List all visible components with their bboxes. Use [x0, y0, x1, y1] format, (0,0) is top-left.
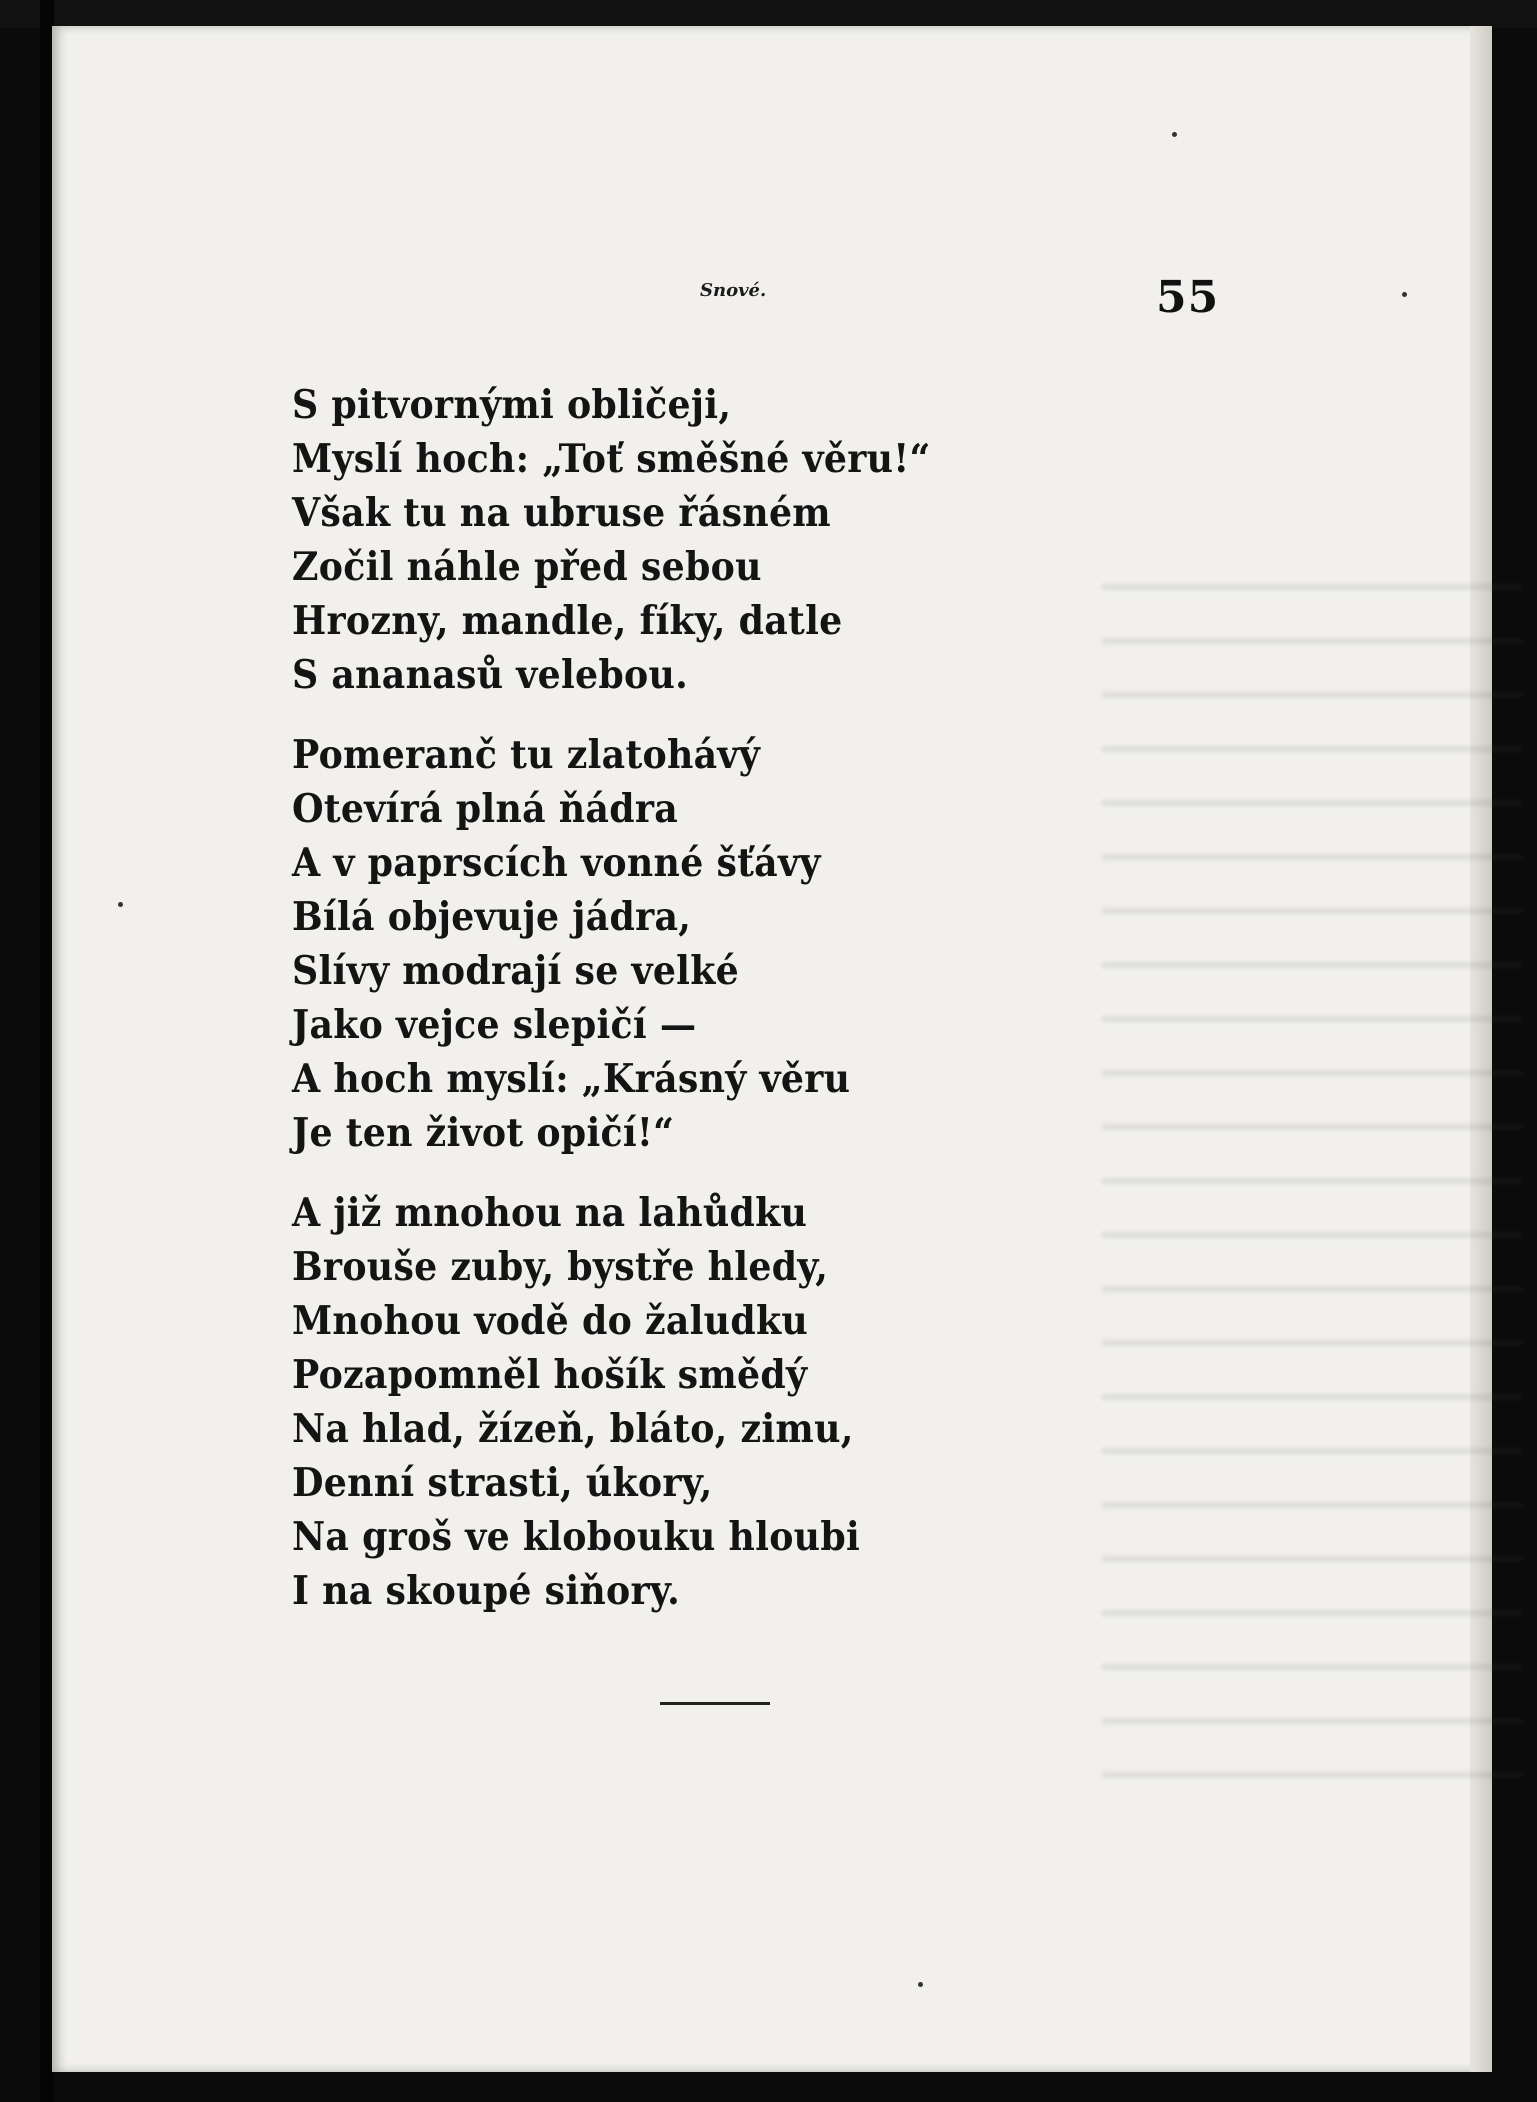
- verse-line: Pomeranč tu zlatohávý: [292, 732, 761, 778]
- verse-line: S pitvornými obličeji,: [292, 382, 732, 428]
- verse-line: Mnohou vodě do žaludku: [292, 1298, 809, 1344]
- verse-line: Denní strasti, úkory,: [292, 1460, 713, 1506]
- verse-line: Je ten život opičí!“: [292, 1110, 675, 1156]
- verse-line: A hoch myslí: „Krásný věru: [292, 1056, 851, 1102]
- verse-line: A v paprscích vonné šťávy: [292, 840, 821, 886]
- verse-line: Otevírá plná ňádra: [292, 786, 679, 832]
- verse-line: Však tu na ubruse řásném: [292, 490, 831, 536]
- verse-line: Myslí hoch: „Toť směšné věru!“: [292, 436, 931, 482]
- verse-line: Zočil náhle před sebou: [292, 544, 762, 590]
- page-number: 55: [1156, 272, 1220, 323]
- running-head: Snové.: [700, 280, 767, 301]
- stanza-1: [292, 378, 1192, 702]
- verse-line: Bílá objevuje jádra,: [292, 894, 692, 940]
- stanza-3: [292, 1186, 1192, 1618]
- stanza-2: [292, 728, 1192, 1160]
- verse-line: Brouše zuby, bystře hledy,: [292, 1244, 829, 1290]
- verse-line: S ananasů velebou.: [292, 652, 689, 698]
- verse-line: Na groš ve klobouku hloubi: [292, 1514, 861, 1560]
- verse-line: Pozapomněl hošík smědý: [292, 1352, 808, 1398]
- verse-line: I na skoupé siňory.: [292, 1568, 680, 1614]
- verse-line: A již mnohou na lahůdku: [292, 1190, 808, 1236]
- verse-line: Jako vejce slepičí —: [292, 1002, 697, 1048]
- verse-line: Hrozny, mandle, fíky, datle: [292, 598, 843, 644]
- verse-line: Na hlad, žízeň, bláto, zimu,: [292, 1406, 854, 1452]
- section-end-rule: [660, 1702, 770, 1705]
- poem-body: [292, 378, 1192, 1644]
- verse-line: Slívy modrají se velké: [292, 948, 739, 994]
